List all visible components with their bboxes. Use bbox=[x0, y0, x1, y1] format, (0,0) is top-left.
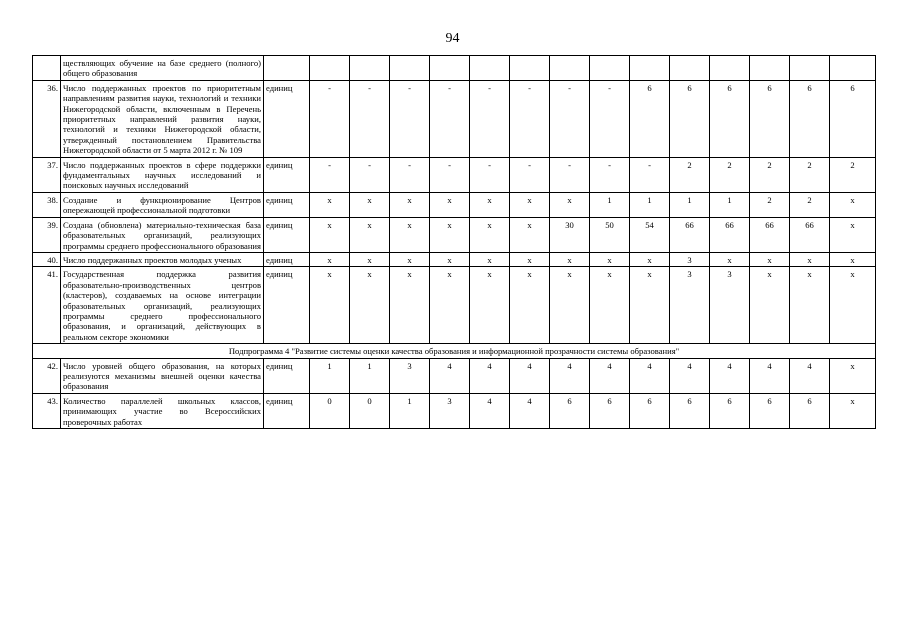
value-cell: - bbox=[390, 80, 430, 157]
value-cell: x bbox=[310, 252, 350, 266]
indicator-name-cell: Государственная поддержка развития образовательно-производственных центров (кластеров), создаваемых на основе интеграции образовательных организаций, реализующих программы среднего профессионального образования, и организаций, действующих в реальном секторе экономики bbox=[61, 267, 264, 344]
value-cell: 66 bbox=[670, 217, 710, 252]
value-cell: - bbox=[470, 157, 510, 192]
value-cell: - bbox=[430, 80, 470, 157]
value-cell: x bbox=[550, 252, 590, 266]
value-cell bbox=[790, 56, 830, 81]
indicator-name-cell: ществляющих обучение на базе среднего (полного) общего образования bbox=[61, 56, 264, 81]
value-cell: x bbox=[590, 267, 630, 344]
value-cell: x bbox=[830, 192, 876, 217]
value-cell: x bbox=[470, 252, 510, 266]
value-cell bbox=[430, 56, 470, 81]
unit-cell: единиц bbox=[264, 358, 310, 393]
value-cell: x bbox=[710, 252, 750, 266]
value-cell: - bbox=[350, 157, 390, 192]
value-cell: 6 bbox=[750, 393, 790, 428]
value-cell: x bbox=[390, 192, 430, 217]
value-cell: - bbox=[430, 157, 470, 192]
value-cell: x bbox=[750, 252, 790, 266]
value-cell: x bbox=[750, 267, 790, 344]
table-row bbox=[33, 217, 876, 252]
value-cell: x bbox=[390, 217, 430, 252]
value-cell: 4 bbox=[750, 358, 790, 393]
value-cell bbox=[390, 56, 430, 81]
row-number-cell bbox=[33, 56, 61, 81]
value-cell: - bbox=[310, 157, 350, 192]
value-cell: x bbox=[430, 192, 470, 217]
value-cell: 4 bbox=[710, 358, 750, 393]
unit-cell: единиц bbox=[264, 80, 310, 157]
value-cell: x bbox=[830, 217, 876, 252]
value-cell: 2 bbox=[790, 192, 830, 217]
value-cell: 2 bbox=[830, 157, 876, 192]
indicator-name-cell: Число поддержанных проектов по приоритетным направлениям развития науки, технологий и техники Нижегородской области, включенным в Перечень приоритетных направлений развития науки, технологий и техники Нижегородской области, утвержденный постановлением Правительства Нижегородской области от 5 марта 2012 г. № 109 bbox=[61, 80, 264, 157]
value-cell: x bbox=[430, 217, 470, 252]
value-cell: 1 bbox=[390, 393, 430, 428]
unit-cell bbox=[264, 56, 310, 81]
value-cell: 6 bbox=[670, 80, 710, 157]
unit-cell: единиц bbox=[264, 393, 310, 428]
value-cell: x bbox=[350, 267, 390, 344]
value-cell: x bbox=[830, 393, 876, 428]
value-cell: x bbox=[430, 252, 470, 266]
value-cell: 0 bbox=[350, 393, 390, 428]
value-cell: x bbox=[630, 267, 670, 344]
value-cell: 2 bbox=[790, 157, 830, 192]
value-cell: - bbox=[510, 80, 550, 157]
value-cell: 2 bbox=[750, 157, 790, 192]
value-cell: 6 bbox=[590, 393, 630, 428]
row-number-cell: 39. bbox=[33, 217, 61, 252]
value-cell: x bbox=[550, 192, 590, 217]
value-cell: x bbox=[390, 252, 430, 266]
value-cell: - bbox=[590, 157, 630, 192]
value-cell: - bbox=[630, 157, 670, 192]
indicator-name-cell: Число поддержанных проектов молодых ученых bbox=[61, 252, 264, 266]
value-cell: 4 bbox=[470, 393, 510, 428]
subprogram-heading: Подпрограмма 4 "Развитие системы оценки качества образования и информационной прозрачности системы образования" bbox=[33, 344, 876, 358]
value-cell: 2 bbox=[670, 157, 710, 192]
value-cell bbox=[710, 56, 750, 81]
row-number-cell: 40. bbox=[33, 252, 61, 266]
value-cell bbox=[470, 56, 510, 81]
continuation-row bbox=[33, 56, 876, 81]
value-cell: 4 bbox=[590, 358, 630, 393]
value-cell: x bbox=[310, 217, 350, 252]
value-cell: 6 bbox=[630, 393, 670, 428]
value-cell: - bbox=[550, 157, 590, 192]
value-cell: x bbox=[830, 267, 876, 344]
value-cell: 6 bbox=[750, 80, 790, 157]
value-cell: 4 bbox=[510, 358, 550, 393]
value-cell: 1 bbox=[350, 358, 390, 393]
value-cell: x bbox=[510, 252, 550, 266]
page-number: 94 bbox=[445, 31, 460, 46]
value-cell: 2 bbox=[750, 192, 790, 217]
table-row bbox=[33, 393, 876, 428]
unit-cell: единиц bbox=[264, 252, 310, 266]
value-cell bbox=[350, 56, 390, 81]
value-cell: 0 bbox=[310, 393, 350, 428]
value-cell: 3 bbox=[390, 358, 430, 393]
value-cell: 4 bbox=[550, 358, 590, 393]
value-cell: 1 bbox=[710, 192, 750, 217]
value-cell: 54 bbox=[630, 217, 670, 252]
value-cell: x bbox=[510, 192, 550, 217]
value-cell: 6 bbox=[830, 80, 876, 157]
value-cell: 1 bbox=[590, 192, 630, 217]
row-number-cell: 38. bbox=[33, 192, 61, 217]
indicator-name-cell: Число уровней общего образования, на которых реализуются механизмы внешней оценки качества образования bbox=[61, 358, 264, 393]
value-cell: x bbox=[510, 217, 550, 252]
value-cell: x bbox=[470, 217, 510, 252]
value-cell: x bbox=[790, 252, 830, 266]
value-cell bbox=[590, 56, 630, 81]
value-cell: x bbox=[550, 267, 590, 344]
value-cell: x bbox=[350, 192, 390, 217]
value-cell: 3 bbox=[670, 267, 710, 344]
value-cell: 6 bbox=[710, 80, 750, 157]
value-cell: 66 bbox=[790, 217, 830, 252]
value-cell: 4 bbox=[790, 358, 830, 393]
value-cell: 3 bbox=[710, 267, 750, 344]
row-number-cell: 36. bbox=[33, 80, 61, 157]
value-cell: x bbox=[310, 267, 350, 344]
value-cell: x bbox=[590, 252, 630, 266]
table-body bbox=[33, 56, 876, 429]
indicator-name-cell: Число поддержанных проектов в сфере поддержки фундаментальных научных исследований и поисковых научных исследований bbox=[61, 157, 264, 192]
value-cell: 6 bbox=[790, 80, 830, 157]
value-cell: - bbox=[310, 80, 350, 157]
value-cell: x bbox=[350, 217, 390, 252]
value-cell: 3 bbox=[430, 393, 470, 428]
unit-cell: единиц bbox=[264, 192, 310, 217]
value-cell bbox=[510, 56, 550, 81]
value-cell: 50 bbox=[590, 217, 630, 252]
value-cell: - bbox=[470, 80, 510, 157]
table-row bbox=[33, 267, 876, 344]
row-number-cell: 41. bbox=[33, 267, 61, 344]
indicator-name-cell: Создана (обновлена) материально-техническая база образовательных организаций, реализующих программы среднего профессионального образования bbox=[61, 217, 264, 252]
value-cell bbox=[830, 56, 876, 81]
value-cell: x bbox=[510, 267, 550, 344]
value-cell: - bbox=[510, 157, 550, 192]
value-cell: 1 bbox=[630, 192, 670, 217]
subprogram-heading-row bbox=[33, 344, 876, 358]
unit-cell: единиц bbox=[264, 157, 310, 192]
value-cell bbox=[750, 56, 790, 81]
value-cell bbox=[670, 56, 710, 81]
table-row bbox=[33, 252, 876, 266]
value-cell: - bbox=[350, 80, 390, 157]
value-cell: x bbox=[390, 267, 430, 344]
value-cell: 2 bbox=[710, 157, 750, 192]
value-cell: 6 bbox=[550, 393, 590, 428]
value-cell: x bbox=[350, 252, 390, 266]
value-cell: 4 bbox=[430, 358, 470, 393]
value-cell: x bbox=[430, 267, 470, 344]
value-cell: - bbox=[550, 80, 590, 157]
value-cell: - bbox=[390, 157, 430, 192]
row-number-cell: 43. bbox=[33, 393, 61, 428]
value-cell: 6 bbox=[630, 80, 670, 157]
row-number-cell: 42. bbox=[33, 358, 61, 393]
value-cell: - bbox=[590, 80, 630, 157]
value-cell: 1 bbox=[670, 192, 710, 217]
value-cell: 6 bbox=[670, 393, 710, 428]
value-cell: x bbox=[830, 252, 876, 266]
value-cell: x bbox=[630, 252, 670, 266]
value-cell: 66 bbox=[750, 217, 790, 252]
unit-cell: единиц bbox=[264, 217, 310, 252]
value-cell: 4 bbox=[630, 358, 670, 393]
value-cell: 6 bbox=[710, 393, 750, 428]
value-cell: x bbox=[790, 267, 830, 344]
value-cell: 3 bbox=[670, 252, 710, 266]
value-cell: 6 bbox=[790, 393, 830, 428]
value-cell: x bbox=[470, 192, 510, 217]
value-cell: 66 bbox=[710, 217, 750, 252]
value-cell: 1 bbox=[310, 358, 350, 393]
value-cell: 4 bbox=[470, 358, 510, 393]
value-cell: x bbox=[830, 358, 876, 393]
table-row bbox=[33, 157, 876, 192]
table-row bbox=[33, 358, 876, 393]
indicator-name-cell: Создание и функционирование Центров опережающей профессиональной подготовки bbox=[61, 192, 264, 217]
table-row bbox=[33, 80, 876, 157]
value-cell: 30 bbox=[550, 217, 590, 252]
value-cell bbox=[310, 56, 350, 81]
row-number-cell: 37. bbox=[33, 157, 61, 192]
value-cell bbox=[630, 56, 670, 81]
value-cell bbox=[550, 56, 590, 81]
value-cell: 4 bbox=[510, 393, 550, 428]
indicator-name-cell: Количество параллелей школьных классов, принимающих участие во Всероссийских проверочных работах bbox=[61, 393, 264, 428]
value-cell: 4 bbox=[670, 358, 710, 393]
value-cell: x bbox=[470, 267, 510, 344]
indicators-table bbox=[32, 55, 876, 429]
table-row bbox=[33, 192, 876, 217]
value-cell: x bbox=[310, 192, 350, 217]
unit-cell: единиц bbox=[264, 267, 310, 344]
